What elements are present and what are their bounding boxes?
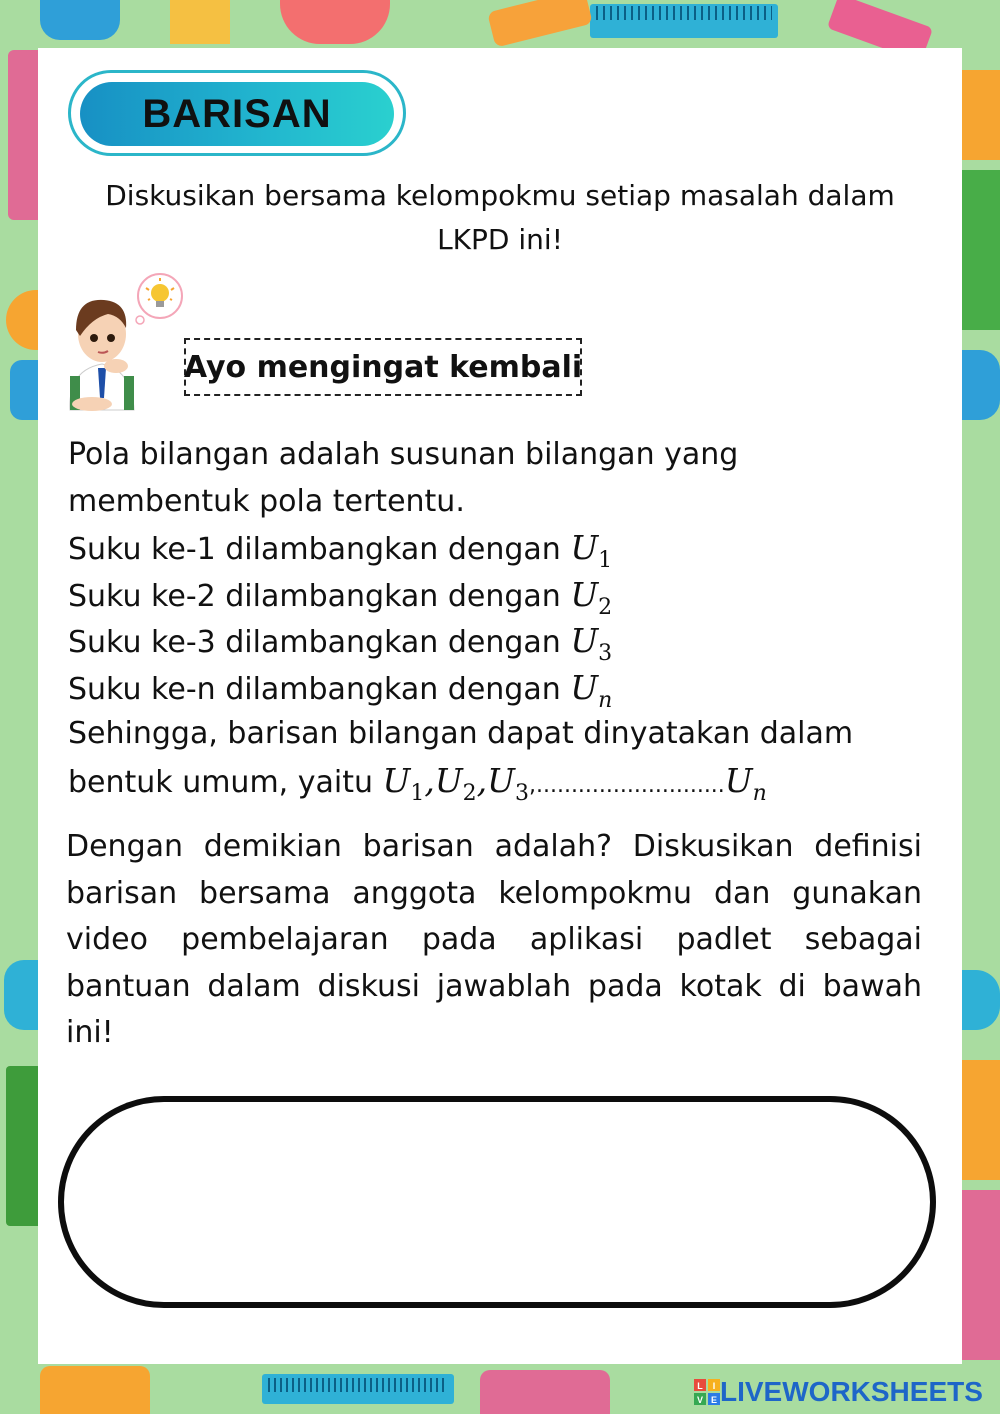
general-form-line: Sehingga, barisan bilangan dapat dinyatakan dalam xyxy=(68,716,854,751)
thinking-student-icon xyxy=(62,272,192,412)
page-title: BARISAN xyxy=(142,91,332,136)
term-2-line: Suku ke-2 dilambangkan dengan $U_2$ xyxy=(68,574,613,620)
discussion-prompt: Dengan demikian barisan adalah? Diskusikan definisi barisan bersama anggota kelompokmu dan gunakan video pembelajaran pada aplikasi padlet sebagai bantuan dalam diskusi jawablah pada kotak di bawah ini! xyxy=(66,829,922,1050)
svg-text:E: E xyxy=(710,1395,718,1405)
svg-text:V: V xyxy=(696,1395,704,1405)
sequence-general-form: $U_1,U_2,U_3$ xyxy=(382,760,529,806)
general-form-line-2: bentuk umum, yaitu $U_1,U_2,U_3,...........................U_n$ xyxy=(68,760,767,806)
bg-pink-right xyxy=(962,1190,1000,1360)
lightbulb-icon xyxy=(136,274,182,324)
definition-block xyxy=(68,432,948,804)
svg-text:L: L xyxy=(697,1381,703,1391)
definition-line: Pola bilangan adalah susunan bilangan yang xyxy=(68,437,739,472)
bg-orange-right xyxy=(962,70,1000,160)
bg-eraser-top xyxy=(487,0,593,48)
bg-blue-right xyxy=(962,350,1000,420)
instruction-text: Diskusikan bersama kelompokmu setiap masalah dalam LKPD ini! xyxy=(105,179,895,256)
bg-orange-left xyxy=(6,290,40,350)
bg-shape-bottom-left xyxy=(40,1366,150,1414)
bg-shape-top-mid2 xyxy=(280,0,390,44)
term-1-line: Suku ke-1 dilambangkan dengan $U_1$ xyxy=(68,528,613,573)
ellipsis-dots: ,........................... xyxy=(528,772,725,798)
bg-shape-bottom-mid xyxy=(480,1370,610,1414)
symbol-u3: $U_3$ xyxy=(570,621,613,666)
bg-shape-top-left xyxy=(40,0,120,40)
bg-ruler-top xyxy=(590,4,778,38)
reminder-heading-box xyxy=(184,338,582,396)
title-banner xyxy=(80,82,394,146)
symbol-u1: $U_1$ xyxy=(570,528,613,573)
symbol-u2: $U_2$ xyxy=(570,574,613,620)
definition-line: membentuk pola tertentu. xyxy=(68,483,465,519)
term-3-line: Suku ke-3 dilambangkan dengan $U_3$ xyxy=(68,621,613,666)
bg-pin-right xyxy=(962,970,1000,1030)
symbol-un: $U_n$ xyxy=(570,667,613,713)
brand-name: LIVEWORKSHEETS xyxy=(720,1376,983,1407)
bg-green-left xyxy=(6,1066,38,1226)
bg-shape-top-mid xyxy=(170,0,230,44)
bg-pin-left xyxy=(4,960,38,1030)
reminder-heading: Ayo mengingat kembali xyxy=(183,349,583,385)
bg-orange-right2 xyxy=(962,1060,1000,1180)
bg-green-right xyxy=(962,170,1000,330)
svg-text:I: I xyxy=(712,1381,716,1391)
liveworksheets-icon xyxy=(694,1379,720,1405)
answer-input-box[interactable] xyxy=(58,1096,936,1308)
symbol-un-final: $U_n$ xyxy=(724,760,767,806)
bg-blue-left xyxy=(10,360,40,420)
bg-pink-left xyxy=(8,50,40,220)
term-n-line: Suku ke-n dilambangkan dengan $U_n$ xyxy=(68,667,613,713)
liveworksheets-logo xyxy=(694,1376,983,1408)
bg-ruler-bottom xyxy=(262,1374,454,1404)
